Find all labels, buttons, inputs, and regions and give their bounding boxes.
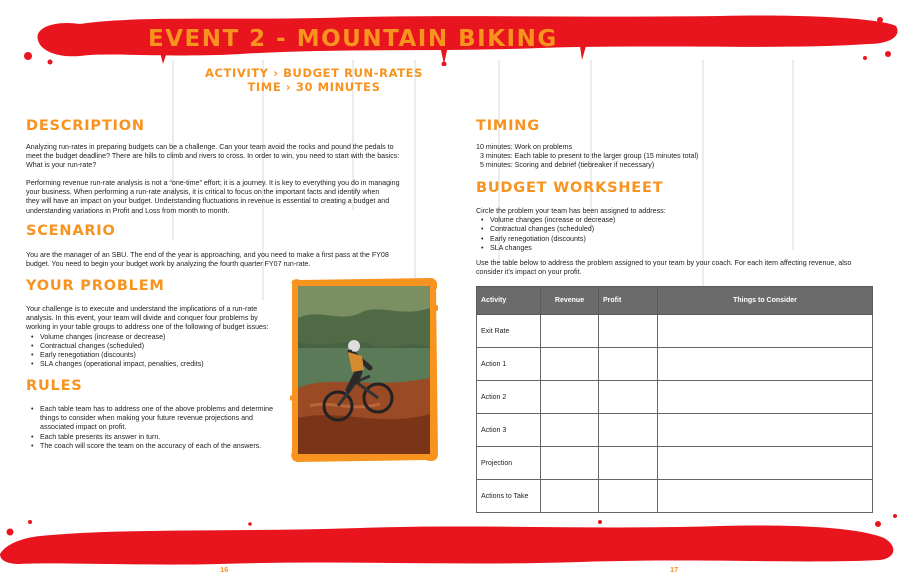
list-item: • Volume changes (increase or decrease)	[476, 216, 666, 225]
table-row	[477, 348, 873, 381]
row-label: Projection	[477, 447, 541, 480]
table-row	[477, 315, 873, 348]
table-row	[477, 447, 873, 480]
rules-heading: RULES	[26, 378, 83, 394]
description-paragraph-2: Performing revenue run-rate analysis is not a “one-time” effort; it is a journey. It is key to everything you do in managing your business. When performing a run-rate analysis, it is critical to focus on the important facts and identify when they will have an impact on your budget. Understanding fluctuations in revenue is essential to creating a budget and understanding variations in Profit and Loss from month to month.	[26, 179, 400, 215]
considerations-cell	[658, 414, 873, 447]
list-item: • The coach will score the team on the accuracy of each of the answers.	[26, 442, 273, 451]
column-header-activity: Activity	[477, 287, 541, 315]
drip-streak	[792, 60, 794, 250]
considerations-cell	[658, 381, 873, 414]
list-item: • Volume changes (increase or decrease)	[26, 333, 269, 342]
list-item: • Early renegotiation (discounts)	[26, 351, 269, 360]
description-heading: DESCRIPTION	[26, 118, 145, 134]
profit-cell	[599, 414, 658, 447]
event-title: EVENT 2 - MOUNTAIN BIKING	[148, 26, 558, 52]
page-number-right: 17	[670, 565, 679, 574]
worksheet-bullet-list	[476, 216, 666, 253]
bottom-splatter-banner	[0, 508, 900, 568]
page-number-left: 16	[220, 565, 229, 574]
scenario-paragraph: You are the manager of an SBU. The end of the year is approaching, and you need to make a first pass at the FY08 budget. You need to begin your budget work by analyzing the fourth quarter FY07 run-rate.	[26, 251, 389, 269]
revenue-cell	[541, 447, 599, 480]
column-header-revenue: Revenue	[541, 287, 599, 315]
table-row	[477, 381, 873, 414]
mountain-biker-photo	[290, 278, 438, 462]
list-item: • SLA changes (operational impact, penalties, credits)	[26, 360, 269, 369]
drip-streak	[702, 60, 704, 290]
list-item: • Contractual changes (scheduled)	[26, 342, 269, 351]
timing-schedule: 10 minutes: Work on problems 3 minutes: Each table to present to the larger group (15 minutes total) 5 minutes: Scoring and debrief (tiebreaker if necessary)	[476, 143, 699, 170]
revenue-cell	[541, 348, 599, 381]
considerations-cell	[658, 348, 873, 381]
table-header-row	[477, 287, 873, 315]
problem-bullet-list	[26, 333, 269, 370]
row-label: Exit Rate	[477, 315, 541, 348]
your-problem-paragraph: Your challenge is to execute and understand the implications of a run-rate analysis. In this event, your team will divide and conquer four problems by working in your table groups to address one of the following of budget issues: • Volume changes (increase or decrease) • Contractual changes (scheduled) • Early renegotiation (discounts) • SLA changes (operational impact, penalties, credits)	[26, 305, 269, 369]
your-problem-heading: YOUR PROBLEM	[26, 278, 165, 294]
worksheet-intro: Circle the problem your team has been assigned to address: • Volume changes (increase or decrease) • Contractual changes (scheduled) • Early renegotiation (discounts) • SLA changes	[476, 207, 666, 253]
scenario-heading: SCENARIO	[26, 223, 116, 239]
list-item: • SLA changes	[476, 244, 666, 253]
profit-cell	[599, 447, 658, 480]
column-header-things-to-consider: Things to Consider	[658, 287, 873, 315]
list-item: • Early renegotiation (discounts)	[476, 235, 666, 244]
list-item: • Each table team has to address one of the above problems and determine things to consider when making your future revenue projections and associated impact on profit.	[26, 405, 273, 433]
budget-worksheet-table	[476, 286, 873, 513]
row-label: Action 2	[477, 381, 541, 414]
profit-cell	[599, 381, 658, 414]
budget-worksheet-heading: BUDGET WORKSHEET	[476, 180, 664, 196]
row-label: Action 1	[477, 348, 541, 381]
row-label: Action 3	[477, 414, 541, 447]
activity-subtitle: ACTIVITY › BUDGET RUN-RATES	[205, 66, 423, 80]
considerations-cell	[658, 315, 873, 348]
revenue-cell	[541, 414, 599, 447]
column-header-profit: Profit	[599, 287, 658, 315]
list-item: • Contractual changes (scheduled)	[476, 225, 666, 234]
worksheet-instructions: Use the table below to address the problem assigned to your team by your coach. For each item affecting revenue, also consider it’s impact on your profit.	[476, 259, 852, 277]
time-subtitle: TIME › 30 MINUTES	[247, 80, 381, 94]
considerations-cell	[658, 447, 873, 480]
list-item: • Each table presents its answer in turn.	[26, 433, 273, 442]
table-row	[477, 414, 873, 447]
timing-heading: TIMING	[476, 118, 540, 134]
row-label: Actions to Take	[477, 480, 541, 513]
description-paragraph-1: Analyzing run-rates in preparing budgets can be a challenge. Can your team avoid the rocks and pound the pedals to meet the budget deadline? There are hills to climb and rivers to cross. In order to win, you need to start with the basics: What is your run-rate?	[26, 143, 400, 170]
revenue-cell	[541, 315, 599, 348]
rules-list	[26, 405, 273, 451]
revenue-cell	[541, 381, 599, 414]
profit-cell	[599, 348, 658, 381]
profit-cell	[599, 315, 658, 348]
